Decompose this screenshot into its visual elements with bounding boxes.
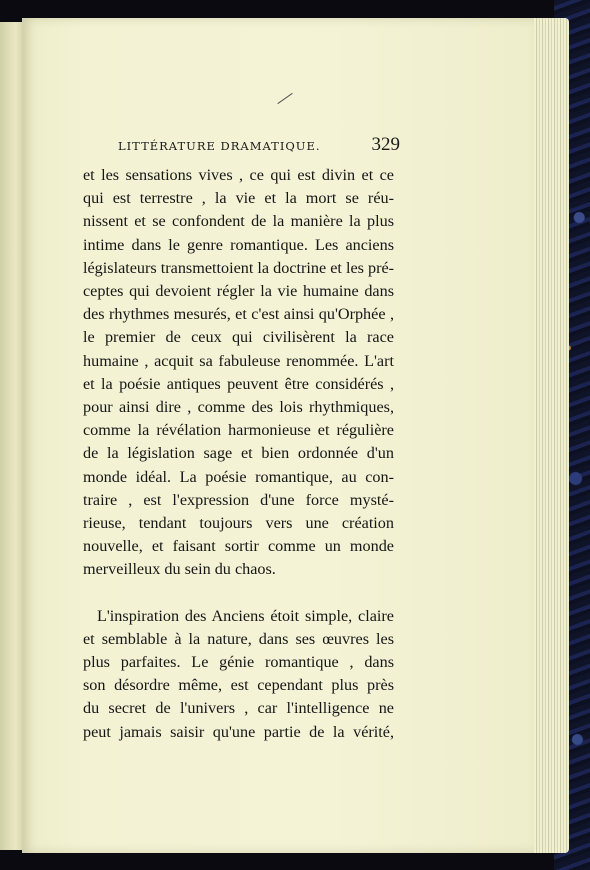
text-line: comme la révélation harmonieuse et régulière	[83, 421, 394, 440]
pencil-mark	[277, 93, 292, 104]
text-line: plus parfaites. Le génie romantique , dans	[83, 653, 394, 672]
text-line: de la législation sage et bien ordonnée d'un	[83, 444, 394, 463]
text-line: et les sensations vives , ce qui est divin et ce	[83, 166, 394, 184]
text-line: et semblable à la nature, dans ses œuvres les	[83, 629, 394, 648]
book-page	[22, 18, 534, 853]
text-line: des rhythmes mesurés, et c'est ainsi qu'Orphée ,	[83, 305, 394, 324]
text-line: législateurs transmettoient la doctrine et les pré-	[83, 258, 395, 277]
text-line: qui est terrestre , la vie et la mort se réu-	[83, 189, 394, 208]
page-number: 329	[371, 134, 400, 155]
body-text	[83, 164, 394, 744]
text-line: du secret de l'univers , car l'intelligence ne	[83, 699, 394, 718]
text-line: rieuse, tendant toujours vers une création	[83, 514, 394, 533]
text-line: merveilleux du sein du chaos.	[83, 560, 276, 579]
text-line: monde idéal. La poésie romantique, au con-	[83, 467, 394, 486]
paragraph-2	[83, 605, 394, 744]
text-line: pour ainsi dire , comme des lois rhythmiques,	[83, 398, 394, 417]
text-line: le premier de ceux qui civilisèrent la race	[83, 328, 394, 347]
text-line: nouvelle, et faisant sortir comme un monde	[83, 537, 394, 556]
text-line: ceptes qui devoient régler la vie humaine dans	[83, 282, 394, 301]
facing-page-edge	[0, 22, 23, 850]
text-line: intime dans le genre romantique. Les anciens	[83, 235, 394, 254]
text-line: L'inspiration des Anciens étoit simple, claire	[97, 606, 394, 625]
text-line: nissent et se confondent de la manière la plus	[83, 212, 394, 231]
text-line: peut jamais saisir qu'une partie de la vérité,	[83, 722, 394, 741]
text-line: humaine , acquit sa fabuleuse renommée. L'art	[83, 351, 394, 370]
text-line: traire , est l'expression d'une force mysté-	[83, 490, 394, 509]
running-head: LITTÉRATURE DRAMATIQUE.	[118, 139, 321, 153]
text-line: son désordre même, est cependant plus près	[83, 676, 394, 695]
text-line: et la poésie antiques peuvent être considérés ,	[83, 374, 394, 393]
paragraph-1	[83, 164, 394, 582]
